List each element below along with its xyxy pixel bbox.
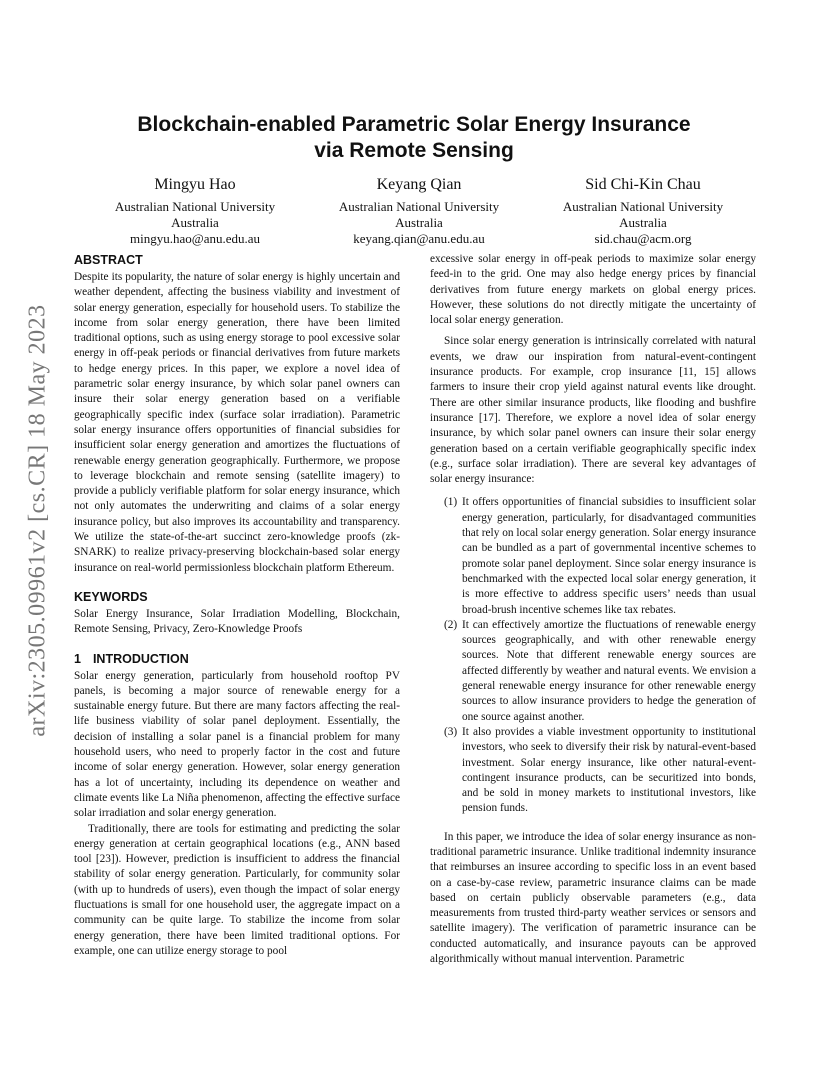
intro-paragraph-3: Since solar energy generation is intrinsically correlated with natural events, we draw our inspiration from natural-event-contingent insurance products. For example, crop insurance [11, 15] allows farmers to insure their crop yield against natural events like drought. There are other similar insurance products, like flooding and bushfire insurance [17]. Therefore, we explore a novel idea of solar energy insurance, by which solar panel owners can insure their solar energy generation based on a certain verifiable geographically specific index (e.g., surface solar irradiation). There are several key advantages of solar energy insurance: <box>430 335 756 486</box>
author-3 <box>532 176 754 247</box>
intro-paragraph-2: Traditionally, there are tools for estimating and predicting the solar energy generation at certain geographical locations (e.g., ANN based tool [23]). However, prediction is insufficient to address the financial stability of solar energy generation. Particularly, for community solar (with up to hundreds of users), even though the impact of solar energy fluctuations is small for one household user, the aggregate impact on a community can be quite large. To stabilize the income from solar energy generation, there have been limited traditional options. For example, one can utilize energy storage to pool <box>74 822 400 957</box>
author-block <box>84 176 754 247</box>
author-1 <box>84 176 306 247</box>
list-item-text: It also provides a viable investment opportunity to institutional investors, who seek to diversify their risk by natural-event-based investment. Solar energy insurance, like other natural-event-contingent insurance products, can be securitized into bonds, and be sold in money markets to institutional investors, like pension funds. <box>462 725 756 815</box>
list-item <box>444 725 756 817</box>
list-item <box>444 495 756 617</box>
list-item-text: It offers opportunities of financial subsidies to insufficient solar energy generation, particularly, for disadvantaged communities that rely on local solar energy generation. Solar energy insurance can be bundled as a part of governmental incentive schemes to promote solar panel deployment. Since solar energy insurance is benchmarked with the expected local solar energy generation, it is more effective to address specific users’ needs than usual broad-brush incentive schemes like tax rebates. <box>462 496 756 616</box>
title-line-2: via Remote Sensing <box>314 139 514 162</box>
section-title: INTRODUCTION <box>92 651 189 666</box>
arxiv-id: arXiv:2305.09961v2 [cs.CR] 18 May 2023 <box>24 303 51 737</box>
author-2 <box>308 176 530 247</box>
list-item-text: It can effectively amortize the fluctuations of renewable energy sources geographically, and with other renewable energy sources. Note that different renewable energy sources are affected differently by weather and natural events. We envision a general renewable energy insurance for other renewable energy sources to allow insurance providers to hedge the generation of one source against another. <box>462 618 756 723</box>
author-email: mingyu.hao@anu.edu.au <box>129 231 261 246</box>
author-affiliation: Australian National University <box>338 199 500 214</box>
paper-title <box>90 112 738 164</box>
intro-paragraph-2-continued: excessive solar energy in off-peak periods to maximize solar energy feed-in to the grid. One may also hedge energy prices by financial derivatives from future energy markets on global energy prices. However, these solutions do not directly mitigate the uncertainty of local solar energy generation. <box>430 253 756 327</box>
author-country: Australia <box>171 215 219 230</box>
keywords-heading: KEYWORDS <box>74 589 148 604</box>
advantages-list <box>430 495 756 816</box>
right-column <box>430 252 756 967</box>
author-name: Sid Chi-Kin Chau <box>585 176 701 193</box>
list-item-number: (1) <box>444 496 458 509</box>
author-name: Keyang Qian <box>376 176 462 193</box>
author-country: Australia <box>619 215 667 230</box>
abstract-text: Despite its popularity, the nature of solar energy is highly uncertain and weather dependent, affecting the business viability and investment of solar energy generation, especially for household users. To stabilize the income from solar energy generation, there have been limited traditional options, such as using energy storage to pool excessive solar energy in off-peak periods or financial derivatives from future markets to hedge energy prices. In this paper, we explore a novel idea of parametric solar energy insurance, by which solar panel owners can insure their solar energy generation based on a verifiable geographically specific index (surface solar irradiation). Parametric solar energy insurance offers opportunities of financial subsidies for insufficient solar energy generation and amortizes the fluctuations of renewable energy generation geographically. Furthermore, we propose to leverage blockchain and remote sensing (satellite imagery) to provide a publicly verifiable platform for solar energy insurance, which not only automates the underwriting and claims of a solar energy insurance policy, but also improves its accountability and transparency. We utilize the state-of-the-art succinct zero-knowledge proofs (zk-SNARK) to realize privacy-preserving blockchain-based solar energy insurance on real-world permissionless blockchain platform Ethereum. <box>74 271 400 574</box>
abstract-heading: ABSTRACT <box>74 253 143 267</box>
author-name: Mingyu Hao <box>154 176 236 193</box>
author-affiliation: Australian National University <box>114 199 276 214</box>
section-number: 1 <box>74 651 81 666</box>
author-email: keyang.qian@anu.edu.au <box>353 231 485 246</box>
intro-paragraph-4: In this paper, we introduce the idea of solar energy insurance as non-traditional parametric insurance. Unlike traditional indemnity insurance that reimburses an insuree according to specific loss in an event based on a case-by-case review, parametric insurance claims can be made based on certain publicly observable parameters (e.g., data measurements from trusted third-party weather services or sensors and satellite imagery). The verification of parametric insurance can be conducted automatically, and insurance payouts can be approved algorithmically without manual intervention. Parametric <box>430 830 756 966</box>
list-item <box>444 618 756 725</box>
list-item-number: (2) <box>444 618 458 631</box>
title-line-1: Blockchain-enabled Parametric Solar Energy Insurance <box>137 113 691 136</box>
list-item-number: (3) <box>444 725 458 738</box>
author-country: Australia <box>395 215 443 230</box>
keywords-text: Solar Energy Insurance, Solar Irradiation Modelling, Blockchain, Remote Sensing, Privacy, Zero-Knowledge Proofs <box>74 607 400 636</box>
left-column <box>74 252 400 959</box>
intro-paragraph-1: Solar energy generation, particularly from household rooftop PV panels, is becoming a major source of renewable energy for a sustainable energy future. But there are many factors affecting the real-life business viability of solar panel deployment. Essentially, the decision of installing a solar panel is a financial problem for many household users, who need to properly factor in the cost and future income of solar energy generation. However, solar energy generation has a lot of uncertainty, including its dependence on weather and climate events like La Niña phenomenon, affecting the effective surface solar irradiation and solar energy generation. <box>74 669 400 820</box>
arxiv-sidebar <box>18 280 58 760</box>
author-affiliation: Australian National University <box>562 199 724 214</box>
author-email: sid.chau@acm.org <box>594 231 692 246</box>
introduction-heading <box>74 651 400 667</box>
